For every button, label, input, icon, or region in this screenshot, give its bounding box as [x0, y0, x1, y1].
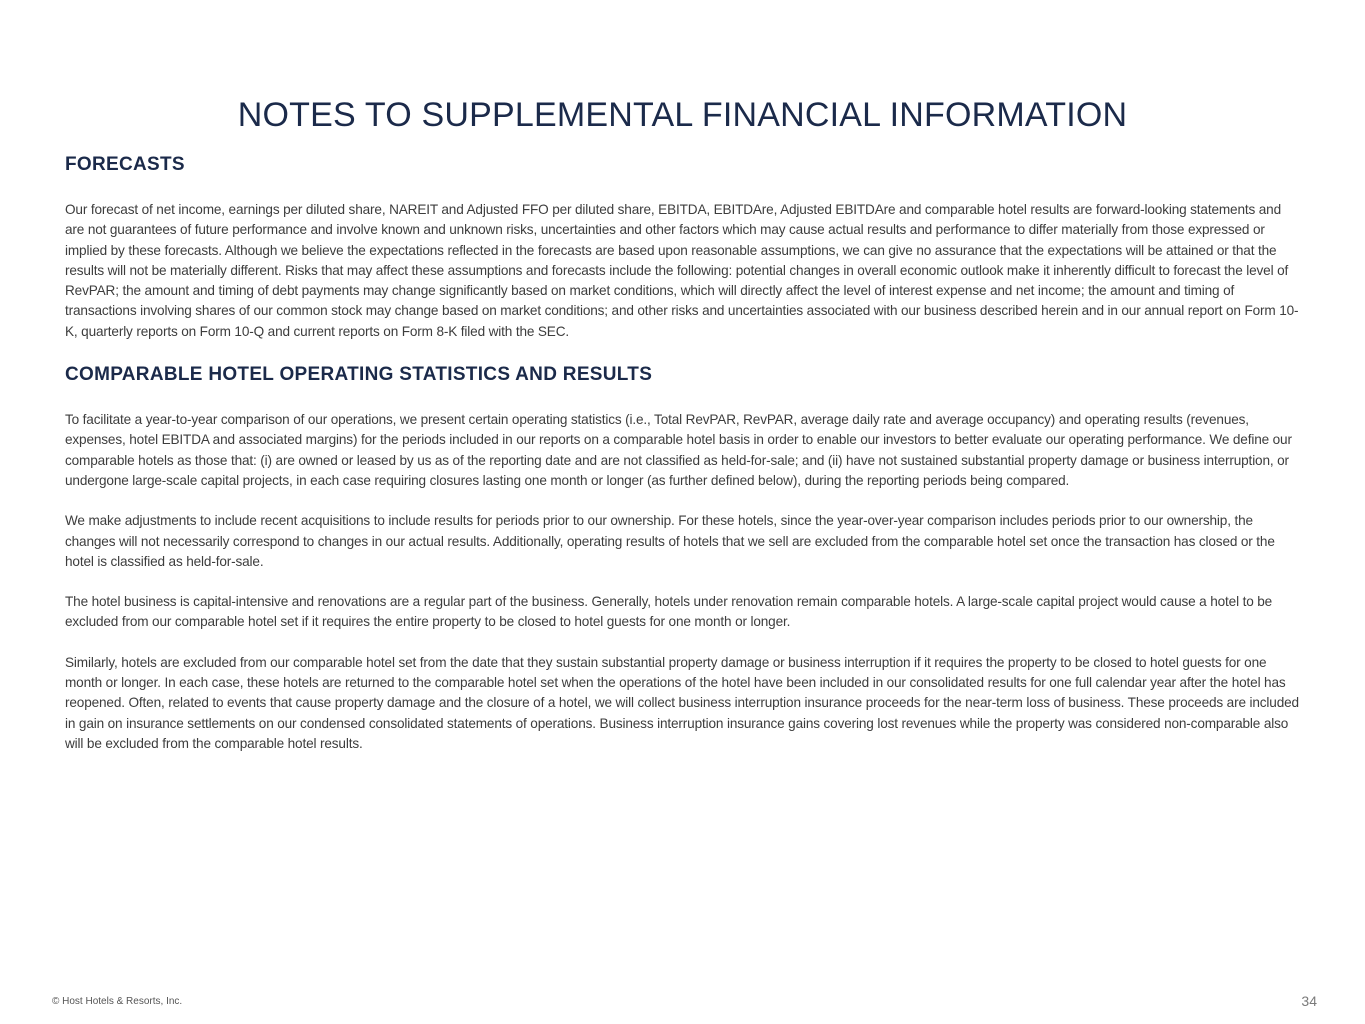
section-heading-forecasts: FORECASTS — [65, 154, 185, 175]
forecasts-paragraph: Our forecast of net income, earnings per diluted share, NAREIT and Adjusted FFO per diluted share, EBITDA, EBITDAre, Adjusted EBITDAre and comparable hotel results are forward-looking statements and are not guarantees of future performance and involve known and unknown risks, uncertainties and other factors which may cause actual results and performance to differ materially from those expressed or implied by these forecasts. Although we believe the expectations reflected in the forecasts are based upon reasonable assumptions, we can give no assurance that the expectations will be attained or that the results will not be materially different. Risks that may affect these assumptions and forecasts include the following: potential changes in overall economic outlook make it inherently difficult to forecast the level of RevPAR; the amount and timing of debt payments may change significantly based on market conditions, which will directly affect the level of interest expense and net income; the amount and timing of transactions involving shares of our common stock may change based on market conditions; and other risks and uncertainties associated with our business described herein and in our annual report on Form 10-K, quarterly reports on Form 10-Q and current reports on Form 8-K filed with the SEC. — [65, 202, 1299, 339]
comparable-paragraph-1: To facilitate a year-to-year comparison of our operations, we present certain operating statistics (i.e., Total RevPAR, RevPAR, average daily rate and average occupancy) and operating results (revenues, expenses, hotel EBITDA and associated margins) for the periods included in our reports on a comparable hotel basis in order to enable our investors to better evaluate our operating performance. We define our comparable hotels as those that: (i) are owned or leased by us as of the reporting date and are not classified as held-for-sale; and (ii) have not sustained substantial property damage or business interruption, or undergone large-scale capital projects, in each case requiring closures lasting one month or longer (as further defined below), during the reporting periods being compared. — [65, 412, 1292, 488]
document-body — [65, 154, 1301, 774]
page-title: NOTES TO SUPPLEMENTAL FINANCIAL INFORMATION — [237, 96, 1128, 134]
page-number: 34 — [1301, 993, 1317, 1009]
comparable-paragraph-2: We make adjustments to include recent acquisitions to include results for periods prior to our ownership. For these hotels, since the year-over-year comparison includes periods prior to our ownership, the changes will not necessarily correspond to changes in our actual results. Additionally, operating results of hotels that we sell are excluded from the comparable hotel set once the transaction has closed or the hotel is classified as held-for-sale. — [65, 513, 1275, 569]
comparable-paragraph-4: Similarly, hotels are excluded from our comparable hotel set from the date that they sustain substantial property damage or business interruption if it requires the property to be closed to hotel guests for one month or longer. In each case, these hotels are returned to the comparable hotel set when the operations of the hotel have been included in our consolidated results for one full calendar year after the hotel has reopened. Often, related to events that cause property damage and the closure of a hotel, we will collect business interruption insurance proceeds for the near-term loss of business. These proceeds are included in gain on insurance settlements on our condensed consolidated statements of operations. Business interruption insurance gains covering lost revenues while the property was considered non-comparable also will be excluded from the comparable hotel results. — [65, 654, 1299, 751]
copyright-notice: © Host Hotels & Resorts, Inc. — [52, 996, 183, 1007]
section-heading-comparable-hotel: COMPARABLE HOTEL OPERATING STATISTICS AND RESULTS — [65, 364, 653, 386]
comparable-paragraph-3: The hotel business is capital-intensive and renovations are a regular part of the business. Generally, hotels under renovation remain comparable hotels. A large-scale capital project would cause a hotel to be excluded from our comparable hotel set if it requires the entire property to be closed to hotel guests for one month or longer. — [65, 594, 1273, 630]
